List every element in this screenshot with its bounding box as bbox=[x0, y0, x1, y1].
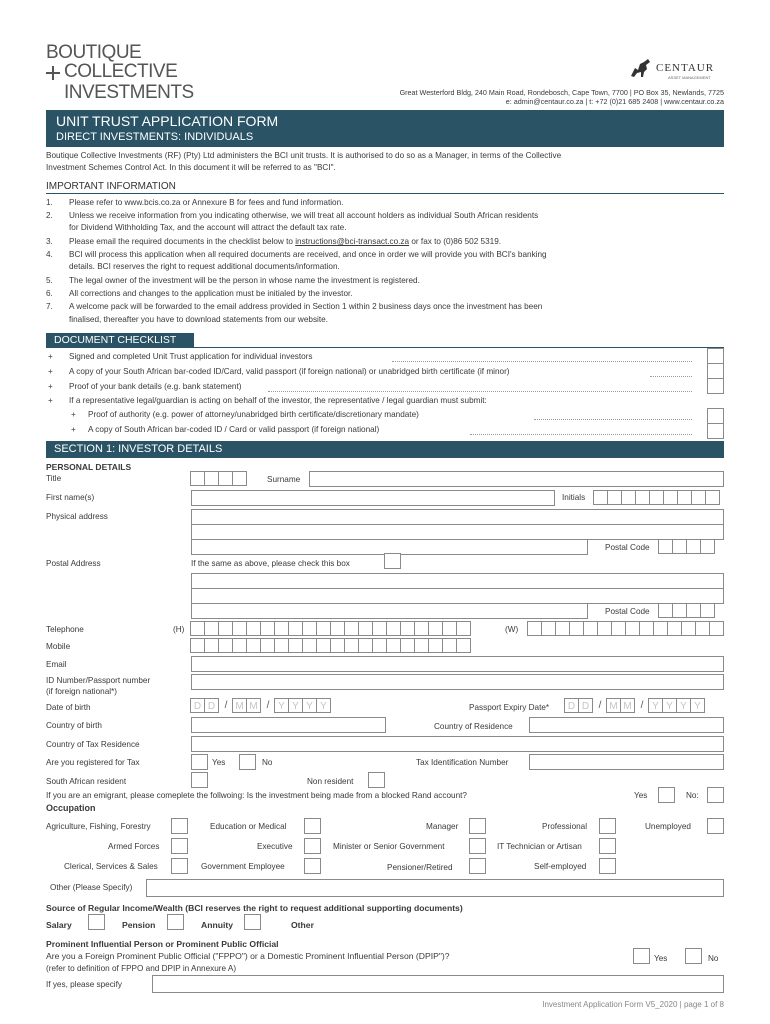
expiry-year-cell[interactable]: Y bbox=[648, 698, 663, 713]
tel-cell[interactable] bbox=[541, 621, 556, 636]
imp-3-pre: Please email the required documents in the checklist below to bbox=[69, 237, 296, 246]
emigrant-yes-label: Yes bbox=[634, 791, 648, 800]
checklist-heading-bar bbox=[46, 333, 194, 348]
dob-day-cell[interactable]: D bbox=[204, 698, 219, 713]
mobile-cell[interactable] bbox=[428, 638, 443, 653]
mobile-cell[interactable] bbox=[456, 638, 471, 653]
centaur-logo bbox=[628, 56, 724, 82]
address-line1: Great Westerford Bldg, 240 Main Road, Rondebosch, Cape Town, 7700 | PO Box 35, Newlands, 7725 bbox=[399, 88, 724, 97]
tel-cell[interactable] bbox=[330, 621, 345, 636]
checklist-dots-2 bbox=[650, 376, 692, 377]
imp-num-3: 3. bbox=[46, 237, 53, 246]
occ-gov-label: Government Employee bbox=[201, 862, 285, 871]
occ-edu-label: Education or Medical bbox=[210, 822, 287, 831]
tel-cell[interactable] bbox=[288, 621, 303, 636]
pension-label: Pension bbox=[122, 920, 156, 930]
registered-tax-label: Are you registered for Tax bbox=[46, 758, 140, 767]
initials-input[interactable] bbox=[594, 490, 720, 505]
mobile-cell[interactable] bbox=[302, 638, 317, 653]
physical-address-label: Physical address bbox=[46, 512, 108, 521]
dob-year-cell[interactable]: Y bbox=[288, 698, 303, 713]
initials-label: Initials bbox=[562, 493, 586, 502]
mobile-cell[interactable] bbox=[274, 638, 289, 653]
emigrant-no-checkbox[interactable] bbox=[707, 787, 724, 803]
checklist-plus-4: + bbox=[48, 396, 53, 405]
other-label: Other bbox=[291, 920, 314, 930]
checklist-checkbox-1[interactable] bbox=[707, 348, 724, 364]
tel-cell[interactable] bbox=[428, 621, 443, 636]
email-input[interactable] bbox=[191, 656, 724, 672]
imp-4-line1: BCI will process this application when all required documents are received, and once in order we will provide you with BCI's banking bbox=[69, 250, 547, 259]
checklist-item-4: If a representative legal/guardian is acting on behalf of the investor, the representative / legal guardian must submit: bbox=[69, 396, 487, 405]
important-underline bbox=[46, 193, 724, 194]
mobile-cell[interactable] bbox=[316, 638, 331, 653]
checklist-heading: DOCUMENT CHECKLIST bbox=[54, 334, 177, 346]
occ-it-checkbox[interactable] bbox=[599, 838, 616, 854]
checklist-item-2: A copy of your South African bar-coded ID/Card, valid passport (if foreign national) or unabridged birth certificate (if minor) bbox=[69, 367, 510, 376]
salary-checkbox[interactable] bbox=[88, 914, 105, 930]
occ-pension-label: Pensioner/Retired bbox=[387, 863, 453, 872]
tel-cell[interactable] bbox=[414, 621, 429, 636]
passport-expiry-input[interactable] bbox=[565, 698, 705, 713]
title-label: Title bbox=[46, 474, 62, 483]
postal-code-cell[interactable] bbox=[658, 603, 673, 618]
source-income-heading: Source of Regular Income/Wealth (BCI reserves the right to request additional supporting documents) bbox=[46, 903, 463, 913]
initials-cell[interactable] bbox=[621, 490, 636, 505]
mobile-cell[interactable] bbox=[190, 638, 205, 653]
non-resident-label: Non resident bbox=[307, 777, 354, 786]
initials-cell[interactable] bbox=[663, 490, 678, 505]
imp-num-7: 7. bbox=[46, 302, 53, 311]
checklist-plus-3: + bbox=[48, 382, 53, 391]
logo-line2: COLLECTIVE bbox=[64, 61, 178, 82]
postal-address-line3[interactable] bbox=[191, 603, 588, 619]
mobile-cell[interactable] bbox=[246, 638, 261, 653]
checklist-plus-1: + bbox=[48, 352, 53, 361]
dob-slash: / bbox=[266, 700, 270, 711]
tel-cell[interactable] bbox=[400, 621, 415, 636]
mobile-cell[interactable] bbox=[414, 638, 429, 653]
mobile-label: Mobile bbox=[46, 642, 71, 651]
registered-tax-no-checkbox[interactable] bbox=[239, 754, 256, 770]
expiry-year-cell[interactable]: Y bbox=[676, 698, 691, 713]
checklist-subitem-1: Proof of authority (e.g. power of attorney/unabridged birth certificate/discretionary mandate) bbox=[88, 410, 419, 419]
initials-cell[interactable] bbox=[649, 490, 664, 505]
checklist-dots-1 bbox=[392, 361, 692, 362]
id-number-label: ID Number/Passport number bbox=[46, 676, 151, 685]
dob-year-cell[interactable]: Y bbox=[316, 698, 331, 713]
tel-cell[interactable] bbox=[204, 621, 219, 636]
passport-expiry-label: Passport Expiry Date* bbox=[469, 703, 550, 712]
same-as-above-label: If the same as above, please check this box bbox=[191, 559, 350, 568]
title-input[interactable] bbox=[191, 471, 247, 486]
postal-code-cell[interactable] bbox=[686, 539, 701, 554]
tel-cell[interactable] bbox=[274, 621, 289, 636]
tel-cell[interactable] bbox=[569, 621, 584, 636]
title-cell[interactable] bbox=[190, 471, 205, 486]
tax-id-input[interactable] bbox=[529, 754, 724, 770]
form-subtitle: DIRECT INVESTMENTS: INDIVIDUALS bbox=[56, 131, 254, 143]
tel-cell[interactable] bbox=[260, 621, 275, 636]
title-cell[interactable] bbox=[204, 471, 219, 486]
tel-cell[interactable] bbox=[681, 621, 696, 636]
tel-cell[interactable] bbox=[625, 621, 640, 636]
checklist-sub-checkbox-1[interactable] bbox=[707, 408, 724, 424]
postal-code-input-2[interactable] bbox=[659, 603, 715, 618]
occ-pension-checkbox[interactable] bbox=[469, 858, 486, 874]
mobile-cell[interactable] bbox=[358, 638, 373, 653]
mobile-cell[interactable] bbox=[400, 638, 415, 653]
checklist-item-3: Proof of your bank details (e.g. bank statement) bbox=[69, 382, 242, 391]
registered-tax-no-label: No bbox=[262, 758, 273, 767]
imp-2-line2: for Dividend Withholding Tax, and the account will attract the default tax rate. bbox=[69, 223, 347, 232]
tel-cell[interactable] bbox=[190, 621, 205, 636]
first-names-input[interactable] bbox=[191, 490, 555, 506]
country-tax-input[interactable] bbox=[191, 736, 724, 752]
country-residence-input[interactable] bbox=[529, 717, 724, 733]
mobile-cell[interactable] bbox=[386, 638, 401, 653]
postal-code-label-2: Postal Code bbox=[605, 607, 650, 616]
occ-self-label: Self-employed bbox=[534, 862, 587, 871]
section1-heading-bar bbox=[46, 441, 724, 458]
tel-cell[interactable] bbox=[302, 621, 317, 636]
occ-agri-checkbox[interactable] bbox=[171, 818, 188, 834]
occ-agri-label: Agriculture, Fishing, Forestry bbox=[46, 822, 151, 831]
initials-cell[interactable] bbox=[677, 490, 692, 505]
tel-cell[interactable] bbox=[218, 621, 233, 636]
expiry-day-cell[interactable]: D bbox=[564, 698, 579, 713]
tel-cell[interactable] bbox=[555, 621, 570, 636]
occ-minister-label: Minister or Senior Government bbox=[333, 842, 445, 851]
postal-code-cell[interactable] bbox=[672, 539, 687, 554]
initials-cell[interactable] bbox=[593, 490, 608, 505]
imp-2-line1: Unless we receive information from you indicating otherwise, we will treat all account holders as individual South African residents bbox=[69, 211, 539, 220]
expiry-month-cell[interactable]: M bbox=[620, 698, 635, 713]
tax-id-label: Tax Identification Number bbox=[416, 758, 509, 767]
postal-code-cell[interactable] bbox=[686, 603, 701, 618]
ppo-yes-label: Yes bbox=[654, 954, 668, 963]
tel-cell[interactable] bbox=[597, 621, 612, 636]
imp-7-line1: A welcome pack will be forwarded to the email address provided in Section 1 within 2 business days once the investment has been bbox=[69, 302, 543, 311]
postal-address-label: Postal Address bbox=[46, 559, 101, 568]
surname-input[interactable] bbox=[309, 471, 724, 487]
mobile-cell[interactable] bbox=[232, 638, 247, 653]
occ-exec-label: Executive bbox=[257, 842, 293, 851]
dob-label: Date of birth bbox=[46, 703, 91, 712]
occ-edu-checkbox[interactable] bbox=[304, 818, 321, 834]
tel-cell[interactable] bbox=[695, 621, 710, 636]
registered-tax-yes-label: Yes bbox=[212, 758, 226, 767]
expiry-year-cell[interactable]: Y bbox=[690, 698, 705, 713]
postal-code-cell[interactable] bbox=[672, 603, 687, 618]
intro-line1: Boutique Collective Investments (RF) (Pty) Ltd administers the BCI unit trusts. It is authorised to do so as a Manager, in terms of the Collective bbox=[46, 151, 562, 160]
registered-tax-yes-checkbox[interactable] bbox=[191, 754, 208, 770]
imp-5-line1: The legal owner of the investment will be the person in whose name the investment is registered. bbox=[69, 276, 420, 285]
imp-num-1: 1. bbox=[46, 198, 53, 207]
tel-cell[interactable] bbox=[316, 621, 331, 636]
other-specify-input[interactable] bbox=[146, 879, 724, 897]
important-heading: IMPORTANT INFORMATION bbox=[46, 181, 176, 192]
postal-code-label-1: Postal Code bbox=[605, 543, 650, 552]
country-residence-label: Country of Residence bbox=[434, 722, 513, 731]
pension-checkbox[interactable] bbox=[167, 914, 184, 930]
imp-num-2: 2. bbox=[46, 211, 53, 220]
checklist-sub-plus-2: + bbox=[71, 425, 76, 434]
checklist-subitem-2: A copy of South African bar-coded ID / Card or valid passport (if foreign national) bbox=[88, 425, 380, 434]
occ-prof-checkbox[interactable] bbox=[599, 818, 616, 834]
other-specify-label: Other (Please Specify) bbox=[50, 883, 133, 892]
footer: Investment Application Form V5_2020 | page 1 of 8 bbox=[542, 1000, 724, 1009]
personal-details-heading: PERSONAL DETAILS bbox=[46, 462, 132, 472]
dob-day-cell[interactable]: D bbox=[190, 698, 205, 713]
occ-armed-label: Armed Forces bbox=[108, 842, 160, 851]
telephone-label: Telephone bbox=[46, 625, 84, 634]
checklist-sub-checkbox-2[interactable] bbox=[707, 423, 724, 439]
tel-cell[interactable] bbox=[709, 621, 724, 636]
emigrant-yes-checkbox[interactable] bbox=[658, 787, 675, 803]
physical-address-line1[interactable] bbox=[191, 509, 724, 525]
logo-line1: BOUTIQUE bbox=[46, 42, 142, 63]
postal-address-line2[interactable] bbox=[191, 588, 724, 604]
postal-code-cell[interactable] bbox=[658, 539, 673, 554]
dob-month-cell[interactable]: M bbox=[246, 698, 261, 713]
tel-cell[interactable] bbox=[246, 621, 261, 636]
postal-code-cell[interactable] bbox=[700, 539, 715, 554]
plus-icon bbox=[46, 66, 60, 80]
imp-num-4: 4. bbox=[46, 250, 53, 259]
checklist-underline bbox=[46, 347, 724, 348]
ppo-no-label: No bbox=[708, 954, 719, 963]
imp-4-line2: details. BCI reserves the right to request additional documents/information. bbox=[69, 262, 340, 271]
expiry-month-cell[interactable]: M bbox=[606, 698, 621, 713]
mobile-cell[interactable] bbox=[344, 638, 359, 653]
tel-cell[interactable] bbox=[527, 621, 542, 636]
checklist-dots-3 bbox=[268, 391, 692, 392]
tel-cell[interactable] bbox=[372, 621, 387, 636]
checklist-checkbox-3[interactable] bbox=[707, 378, 724, 394]
checklist-plus-2: + bbox=[48, 367, 53, 376]
tel-cell[interactable] bbox=[583, 621, 598, 636]
tel-cell[interactable] bbox=[344, 621, 359, 636]
imp-3-post: or fax to (0)86 502 5319. bbox=[409, 237, 502, 246]
imp-3-line bbox=[69, 237, 501, 246]
centaur-tagline: ASSET MANAGEMENT bbox=[668, 75, 711, 80]
dob-slash: / bbox=[224, 700, 228, 711]
id-number-input[interactable] bbox=[191, 674, 724, 690]
tel-cell[interactable] bbox=[442, 621, 457, 636]
intro-line2: Investment Schemes Control Act. In this document it will be referred to as "BCI". bbox=[46, 163, 336, 172]
dob-month-cell[interactable]: M bbox=[232, 698, 247, 713]
telephone-w-input[interactable] bbox=[528, 621, 724, 636]
ppo-heading: Prominent Influential Person or Prominent Public Official bbox=[46, 939, 279, 949]
imp-num-6: 6. bbox=[46, 289, 53, 298]
if-yes-specify-input[interactable] bbox=[152, 975, 724, 993]
country-tax-label: Country of Tax Residence bbox=[46, 740, 140, 749]
emigrant-no-label: No: bbox=[686, 791, 699, 800]
tel-cell[interactable] bbox=[456, 621, 471, 636]
occ-unemp-label: Unemployed bbox=[645, 822, 691, 831]
occ-unemp-checkbox[interactable] bbox=[707, 818, 724, 834]
dob-year-cell[interactable]: Y bbox=[274, 698, 289, 713]
checklist-sub-dots-1 bbox=[534, 419, 692, 420]
email-label: Email bbox=[46, 660, 67, 669]
form-title: UNIT TRUST APPLICATION FORM bbox=[56, 113, 279, 129]
telephone-h-input[interactable] bbox=[191, 621, 471, 636]
logo-line3: INVESTMENTS bbox=[64, 82, 194, 103]
sa-resident-checkbox[interactable] bbox=[191, 772, 208, 788]
country-birth-input[interactable] bbox=[191, 717, 386, 733]
initials-cell[interactable] bbox=[705, 490, 720, 505]
occ-manager-label: Manager bbox=[426, 822, 459, 831]
checklist-checkbox-2[interactable] bbox=[707, 363, 724, 379]
expiry-slash: / bbox=[640, 700, 644, 711]
dob-year-cell[interactable]: Y bbox=[302, 698, 317, 713]
salary-label: Salary bbox=[46, 920, 72, 930]
physical-address-line2[interactable] bbox=[191, 524, 724, 540]
checklist-item-1: Signed and completed Unit Trust application for individual investors bbox=[69, 352, 313, 361]
telephone-h-label: (H) bbox=[173, 625, 185, 634]
dob-input[interactable] bbox=[191, 698, 331, 713]
title-cell[interactable] bbox=[218, 471, 233, 486]
ppo-question: Are you a Foreign Prominent Public Official ("FPPO") or a Domestic Prominent Influential Person (DPIP")? bbox=[46, 951, 450, 961]
mobile-cell[interactable] bbox=[204, 638, 219, 653]
imp-num-5: 5. bbox=[46, 276, 53, 285]
section1-heading: SECTION 1: INVESTOR DETAILS bbox=[54, 443, 223, 455]
title-bar-underline bbox=[46, 146, 724, 147]
occ-armed-checkbox[interactable] bbox=[171, 838, 188, 854]
ppo-reference: (refer to definition of FPPO and DPIP in Annexure A) bbox=[46, 964, 237, 973]
centaur-name: CENTAUR bbox=[656, 62, 715, 74]
tel-cell[interactable] bbox=[386, 621, 401, 636]
tel-cell[interactable] bbox=[611, 621, 626, 636]
title-cell[interactable] bbox=[232, 471, 247, 486]
occ-minister-checkbox[interactable] bbox=[469, 838, 486, 854]
sa-resident-label: South African resident bbox=[46, 777, 127, 786]
checklist-sub-dots-2 bbox=[470, 434, 692, 435]
tel-cell[interactable] bbox=[639, 621, 654, 636]
ppo-yes-checkbox[interactable] bbox=[633, 948, 650, 964]
emigrant-question: If you are an emigrant, please comeplete the follwoing: Is the investment being made from a blocked Rand account? bbox=[46, 791, 467, 800]
imp-7-line2: finalised, thereafter you have to download statements from our website. bbox=[69, 315, 328, 324]
postal-code-input-1[interactable] bbox=[659, 539, 715, 554]
if-foreign-label: (if foreign national*) bbox=[46, 687, 117, 696]
surname-label: Surname bbox=[267, 475, 301, 484]
mobile-cell[interactable] bbox=[330, 638, 345, 653]
occ-manager-checkbox[interactable] bbox=[469, 818, 486, 834]
country-birth-label: Country of birth bbox=[46, 721, 102, 730]
instructions-email-link[interactable]: instructions@bci-transact.co.za bbox=[295, 237, 410, 246]
occ-self-checkbox[interactable] bbox=[599, 858, 616, 874]
annuity-checkbox[interactable] bbox=[244, 914, 261, 930]
form-title-bar bbox=[46, 110, 724, 146]
mobile-cell[interactable] bbox=[218, 638, 233, 653]
tel-cell[interactable] bbox=[653, 621, 668, 636]
mobile-cell[interactable] bbox=[260, 638, 275, 653]
expiry-slash: / bbox=[598, 700, 602, 711]
occ-gov-checkbox[interactable] bbox=[304, 858, 321, 874]
address-line2: e: admin@centaur.co.za | t: +72 (0)21 685 2408 | www.centaur.co.za bbox=[505, 97, 724, 106]
tel-cell[interactable] bbox=[358, 621, 373, 636]
tel-cell[interactable] bbox=[232, 621, 247, 636]
occ-clerical-checkbox[interactable] bbox=[171, 858, 188, 874]
expiry-day-cell[interactable]: D bbox=[578, 698, 593, 713]
imp-1-line1: Please refer to www.bcis.co.za or Annexure B for fees and fund information. bbox=[69, 198, 344, 207]
expiry-year-cell[interactable]: Y bbox=[662, 698, 677, 713]
occupation-heading: Occupation bbox=[46, 803, 96, 813]
if-yes-specify-label: If yes, please specify bbox=[46, 980, 122, 989]
first-names-label: First name(s) bbox=[46, 493, 95, 502]
occ-exec-checkbox[interactable] bbox=[304, 838, 321, 854]
tel-cell[interactable] bbox=[667, 621, 682, 636]
occ-it-label: IT Technician or Artisan bbox=[497, 842, 582, 851]
occ-prof-label: Professional bbox=[542, 822, 588, 831]
annuity-label: Annuity bbox=[201, 920, 233, 930]
mobile-cell[interactable] bbox=[288, 638, 303, 653]
postal-code-cell[interactable] bbox=[700, 603, 715, 618]
postal-address-line1[interactable] bbox=[191, 573, 724, 589]
centaur-horse-icon bbox=[628, 56, 654, 80]
imp-6-line1: All corrections and changes to the application must be initialed by the investor. bbox=[69, 289, 353, 298]
mobile-input[interactable] bbox=[191, 638, 471, 653]
ppo-no-checkbox[interactable] bbox=[685, 948, 702, 964]
initials-cell[interactable] bbox=[635, 490, 650, 505]
initials-cell[interactable] bbox=[691, 490, 706, 505]
checklist-sub-plus-1: + bbox=[71, 410, 76, 419]
telephone-w-label: (W) bbox=[505, 625, 519, 634]
mobile-cell[interactable] bbox=[372, 638, 387, 653]
same-as-above-checkbox[interactable] bbox=[384, 553, 401, 569]
occ-clerical-label: Clerical, Services & Sales bbox=[64, 862, 158, 871]
non-resident-checkbox[interactable] bbox=[368, 772, 385, 788]
mobile-cell[interactable] bbox=[442, 638, 457, 653]
bci-logo bbox=[46, 42, 216, 104]
initials-cell[interactable] bbox=[607, 490, 622, 505]
